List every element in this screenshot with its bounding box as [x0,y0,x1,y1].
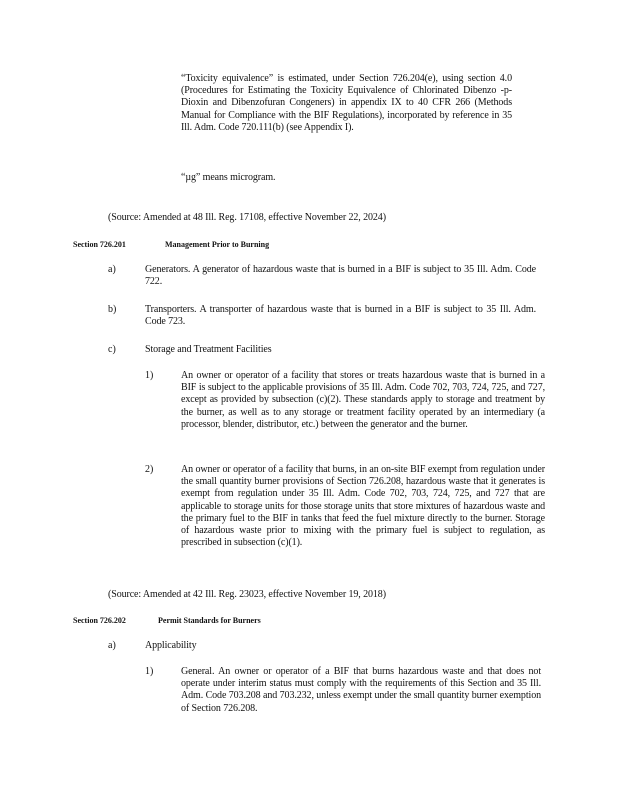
source-note-2: (Source: Amended at 42 Ill. Reg. 23023, effective November 19, 2018) [108,589,386,600]
section-726-201-title: Management Prior to Burning [165,240,270,249]
item-c-label: c) [108,344,116,355]
section-726-202-number: Section 726.202 [73,616,126,625]
section-726-202-title: Permit Standards for Burners [158,616,261,625]
storage-treatment-paragraph-2: An owner or operator of a facility that burns, in an on-site BIF exempt from regulation under the small quantity burner provisions of Section 726.208, hazardous waste that it generates is exempt from regulation under 35 Ill. Adm. Code 702, 703, 724, 725, and 727 that are applicable to storage units for those storage units that store mixtures of hazardous waste and the primary fuel to the BIF in tanks that feed the fuel mixture directly to the burner. Storage of hazardous waste prior to mixing with the primary fuel is subject to regulation, as prescribed in subsection (c)(1). [181,464,545,549]
generators-paragraph: Generators. A generator of hazardous waste that is burned in a BIF is subject to 35 Ill. Adm. Code 722. [145,264,536,288]
storage-treatment-heading: Storage and Treatment Facilities [145,344,272,355]
microgram-definition: “µg” means microgram. [181,172,276,183]
section-726-201-number: Section 726.201 [73,240,126,249]
general-paragraph: General. An owner or operator of a BIF that burns hazardous waste and that does not operate under interim status must comply with the requirements of this Section and 35 Ill. Adm. Code 703.208 and 703.232, unless exempt under the small quantity burner exemption of Section 726.208. [181,666,541,714]
transporters-paragraph: Transporters. A transporter of hazardous waste that is burned in a BIF is subject to 35 Ill. Adm. Code 723. [145,304,536,328]
item-a1-label: 1) [145,666,154,677]
item-a-applicability-label: a) [108,640,116,651]
item-c2-label: 2) [145,464,154,475]
source-note-1: (Source: Amended at 48 Ill. Reg. 17108, effective November 22, 2024) [108,212,386,223]
item-c1-label: 1) [145,370,154,381]
item-a-label: a) [108,264,116,275]
applicability-heading: Applicability [145,640,197,651]
toxicity-equivalence-definition: “Toxicity equivalence” is estimated, under Section 726.204(e), using section 4.0 (Procedures for Estimating the Toxicity Equivalence of Chlorinated Dibenzo -p-Dioxin and Dibenzofuran Congeners) in appendix IX to 40 CFR 266 (Methods Manual for Compliance with the BIF Regulations), incorporated by reference in 35 Ill. Adm. Code 720.111(b) (see Appendix I). [181,73,512,133]
storage-treatment-paragraph-1: An owner or operator of a facility that stores or treats hazardous waste that is burned in a BIF is subject to the applicable provisions of 35 Ill. Adm. Code 702, 703, 724, 725, and 727, except as provided by subsection (c)(2). These standards apply to storage and treatment by the burner, as well as to any storage or treatment facility operated by an intermediary (a processor, blender, distributor, etc.) between the generator and the burner. [181,370,545,430]
item-b-label: b) [108,304,117,315]
